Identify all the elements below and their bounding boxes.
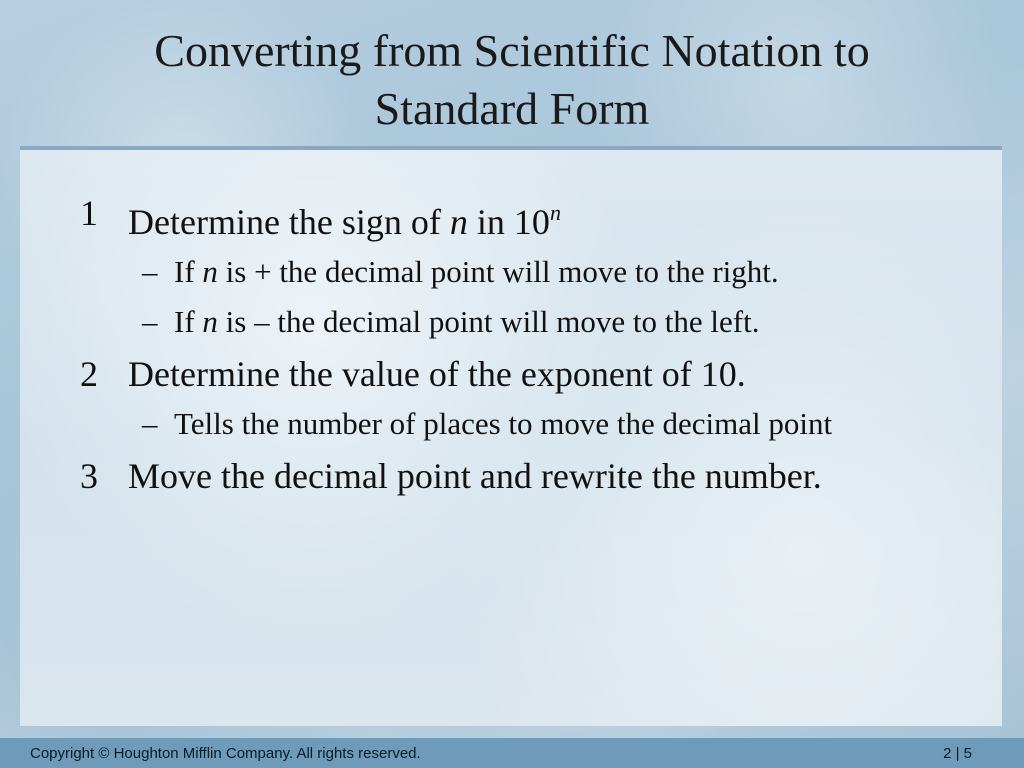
sub-item xyxy=(142,251,970,293)
sub-item-dash: – xyxy=(142,254,158,289)
sub-item-text-part: is + the decimal point will move to the right. xyxy=(217,254,779,289)
slide-title-line2: Standard Form xyxy=(374,83,650,134)
sub-item xyxy=(142,301,970,343)
item-text: Move the decimal point and rewrite the number. xyxy=(128,456,822,496)
steps-list xyxy=(80,190,970,505)
item-number: 2 xyxy=(80,354,98,394)
content-panel xyxy=(20,146,1002,726)
sub-item-text-part: If xyxy=(174,304,203,339)
item-text: Determine the value of the exponent of 10. xyxy=(128,354,746,394)
list-item xyxy=(80,351,970,397)
sub-item-dash: – xyxy=(142,406,158,441)
variable-n: n xyxy=(202,254,218,289)
sub-item-text xyxy=(174,251,970,293)
slide-footer xyxy=(0,738,1024,768)
sub-item-dash: – xyxy=(142,304,158,339)
variable-n: n xyxy=(202,304,218,339)
page-number: 2 | 5 xyxy=(943,744,972,762)
item-text xyxy=(128,190,970,245)
exponent-n: n xyxy=(549,200,561,225)
list-item xyxy=(80,190,970,245)
slide-title-line1: Converting from Scientific Notation to xyxy=(154,25,870,76)
copyright-text: Copyright © Houghton Mifflin Company. All rights reserved. xyxy=(30,744,421,762)
sub-item-text-part: is – the decimal point will move to the left. xyxy=(217,304,760,339)
slide-title xyxy=(20,22,1004,138)
sub-item-text: Tells the number of places to move the decimal point xyxy=(174,406,833,441)
sub-item xyxy=(142,403,970,445)
item-text-part: Determine the sign of xyxy=(128,202,450,242)
sub-item-text-part: If xyxy=(174,254,203,289)
sub-item-text xyxy=(174,301,970,343)
item-number: 3 xyxy=(80,456,98,496)
item-number: 1 xyxy=(80,193,98,233)
item-text-part: in 10 xyxy=(467,202,550,242)
list-item xyxy=(80,453,970,499)
variable-n: n xyxy=(449,202,468,242)
